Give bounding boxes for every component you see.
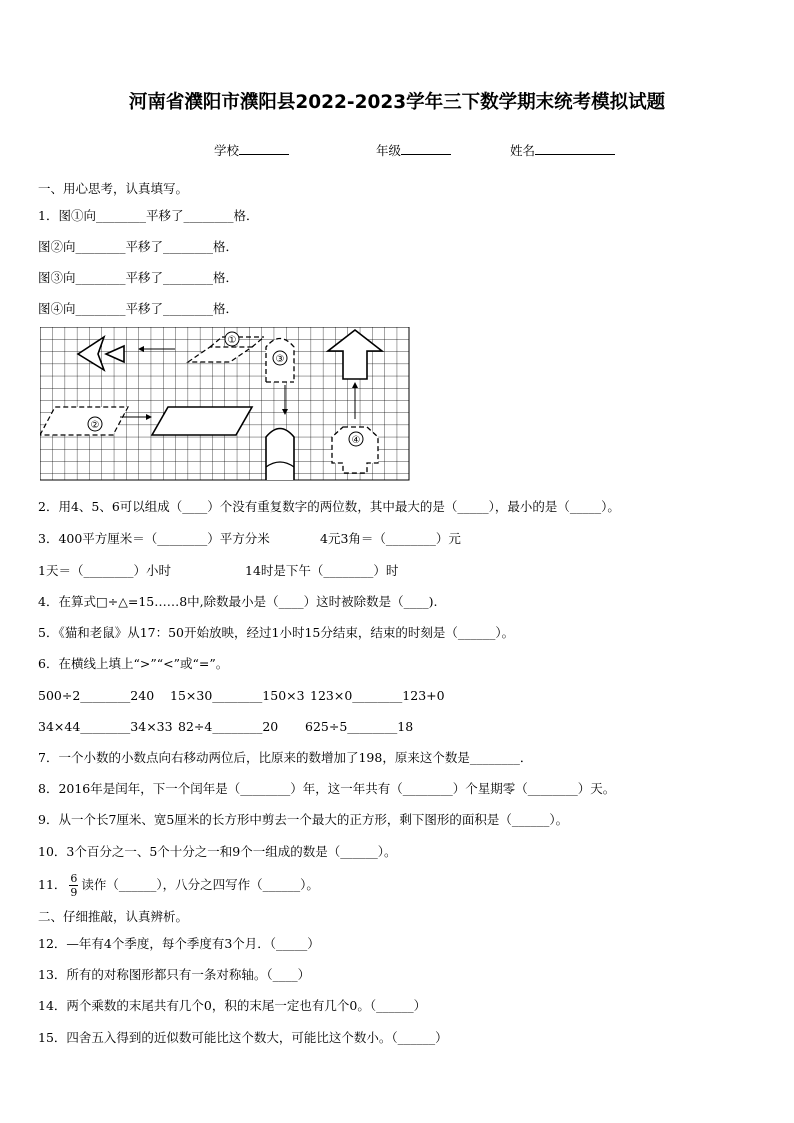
question-6-row1-item3: 123×0________123+0 [310,688,445,703]
fraction-denominator: 9 [70,886,78,899]
figure-label-2: ② [90,420,100,431]
question-3-part-a: 3．400平方厘米＝（________）平方分米 [38,531,270,546]
grade-label: 年级 [376,143,402,158]
question-2: 2．用4、5、6可以组成（____）个没有重复数字的两位数，其中最大的是（_____），最小的是（_____）。 [38,499,620,514]
school-label: 学校 [214,143,240,158]
figure-label-1: ① [227,335,237,346]
question-10: 10．3个百分之一、5个十分之一和9个一组成的数是（______）。 [38,844,397,859]
shape-3-solid [266,429,294,481]
name-field[interactable] [510,141,615,159]
shape-2-dashed [40,407,128,435]
section-2-heading: 二、仔细推敲，认真辨析。 [38,909,189,924]
translation-grid-figure [40,327,410,482]
question-6-row2-item3: 625÷5________18 [305,719,414,734]
school-field[interactable] [214,141,289,159]
question-15: 15．四舍五入得到的近似数可能比这个数大，可能比这个数小。（______） [38,1030,448,1045]
question-11 [38,870,319,900]
question-3-part-c: 1天＝（________）小时 [38,563,171,578]
figure-label-3: ③ [275,354,285,365]
question-13: 13．所有的对称图形都只有一条对称轴。（____） [38,967,311,982]
question-1-line-1: 1．图①向________平移了________格． [38,208,259,223]
grade-field[interactable] [376,141,451,159]
question-4: 4．在算式□÷△=15……8中,除数最小是（____）这时被除数是（____). [38,594,438,609]
fraction-six-ninths [69,872,78,899]
question-5: 5．《猫和老鼠》从17：50开始放映，经过1小时15分结束，结束的时刻是（______）。 [38,625,515,640]
question-1-line-4: 图④向________平移了________格． [38,301,239,316]
question-7: 7．一个小数的小数点向右移动两位后，比原来的数增加了198，原来这个数是________． [38,750,533,765]
question-6-row2-item2: 82÷4________20 [178,719,279,734]
question-3-part-b: 4元3角＝（________）元 [320,531,461,546]
grade-blank[interactable] [401,142,451,155]
question-1-line-3: 图③向________平移了________格． [38,270,239,285]
page-title: 河南省濮阳市濮阳县2022-2023学年三下数学期末统考模拟试题 [128,92,666,113]
figure-label-4: ④ [351,435,361,446]
question-8: 8．2016年是闰年，下一个闰年是（________）年，这一年共有（________）个星期零（________）天。 [38,781,616,796]
name-blank[interactable] [535,142,615,155]
shape-2-solid [152,407,252,435]
school-blank[interactable] [239,142,289,155]
question-6-row1-item2: 15×30________150×3 [170,688,305,703]
fraction-numerator: 6 [70,872,78,885]
question-9: 9．从一个长7厘米、宽5厘米的长方形中剪去一个最大的正方形，剩下图形的面积是（______）。 [38,812,569,827]
question-3-part-d: 14时是下午（________）时 [245,563,399,578]
question-12: 12．—年有4个季度，每个季度有3个月．（_____） [38,936,320,951]
question-6-prompt: 6．在横线上填上“>”“<”或“=”。 [38,656,229,671]
question-1-line-2: 图②向________平移了________格． [38,239,239,254]
question-11-rest: 读作（______），八分之四写作（______）。 [81,877,319,892]
question-6-row1-item1: 500÷2________240 [38,688,155,703]
question-11-number: 11． [38,877,67,892]
question-14: 14．两个乘数的末尾共有几个0，积的末尾一定也有几个0。（______） [38,998,427,1013]
question-6-row2-item1: 34×44________34×33 [38,719,173,734]
name-label: 姓名 [510,143,536,158]
section-1-heading: 一、用心思考，认真填写。 [38,181,189,196]
